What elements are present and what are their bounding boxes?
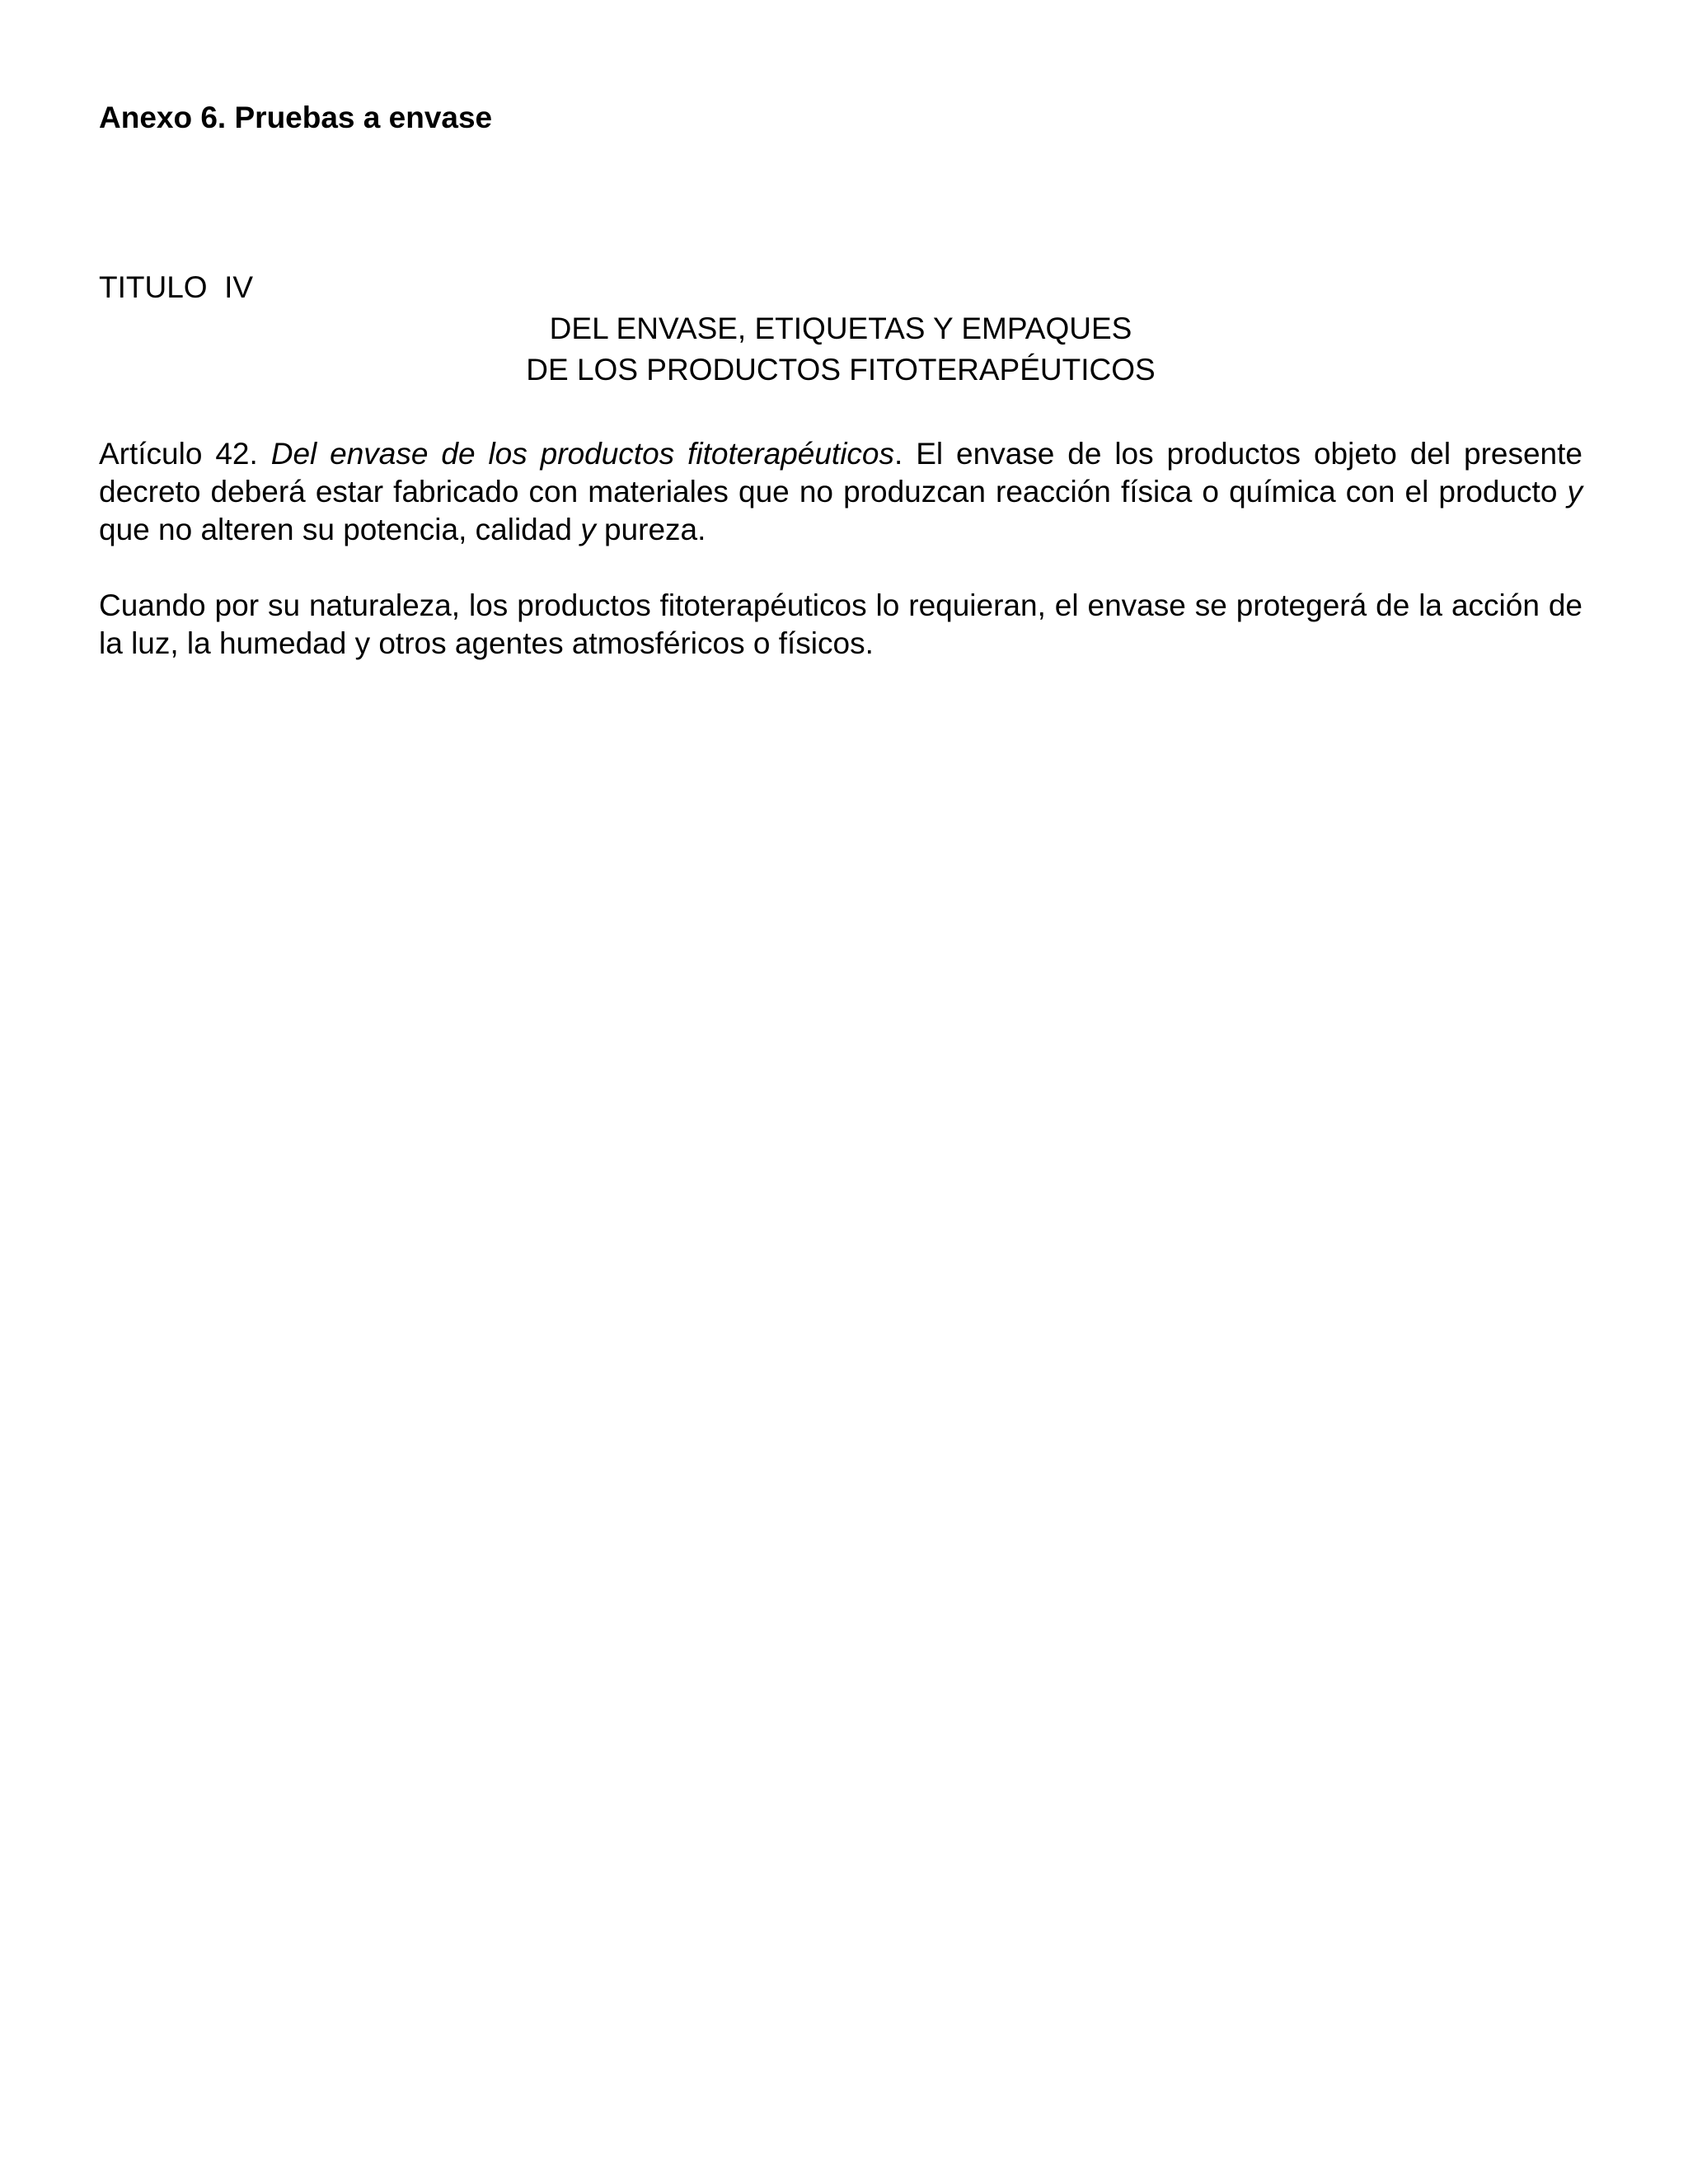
article-label: Artículo 42. bbox=[99, 437, 271, 471]
chapter-title bbox=[99, 308, 1582, 391]
article-italic-y-2: y bbox=[580, 513, 596, 546]
article-subject: Del envase de los productos fitoterapéuticos bbox=[270, 437, 895, 471]
article-text-b: que no alteren su potencia, calidad bbox=[99, 513, 581, 546]
title-label: TITULO IV bbox=[99, 270, 254, 304]
protection-paragraph: Cuando por su naturaleza, los productos fitoterapéuticos lo requieran, el envase se protegerá de la acción de la luz, la humedad y otros agentes atmosféricos o físicos. bbox=[99, 588, 1582, 660]
article-text-a: . El envase de los productos objeto del presente decreto deberá estar fabricado con materiales que no produzcan reacción física o química con el producto bbox=[99, 437, 1582, 509]
annex-heading: Anexo 6. Pruebas a envase bbox=[99, 101, 493, 134]
article-italic-y-1: y bbox=[1567, 475, 1582, 509]
chapter-title-line-1: DEL ENVASE, ETIQUETAS Y EMPAQUES bbox=[549, 312, 1132, 345]
chapter-title-line-2: DE LOS PRODUCTOS FITOTERAPÉUTICOS bbox=[526, 353, 1156, 387]
article-42-paragraph bbox=[99, 435, 1582, 549]
article-text-c: pureza. bbox=[595, 513, 706, 546]
page-content bbox=[99, 97, 1582, 663]
